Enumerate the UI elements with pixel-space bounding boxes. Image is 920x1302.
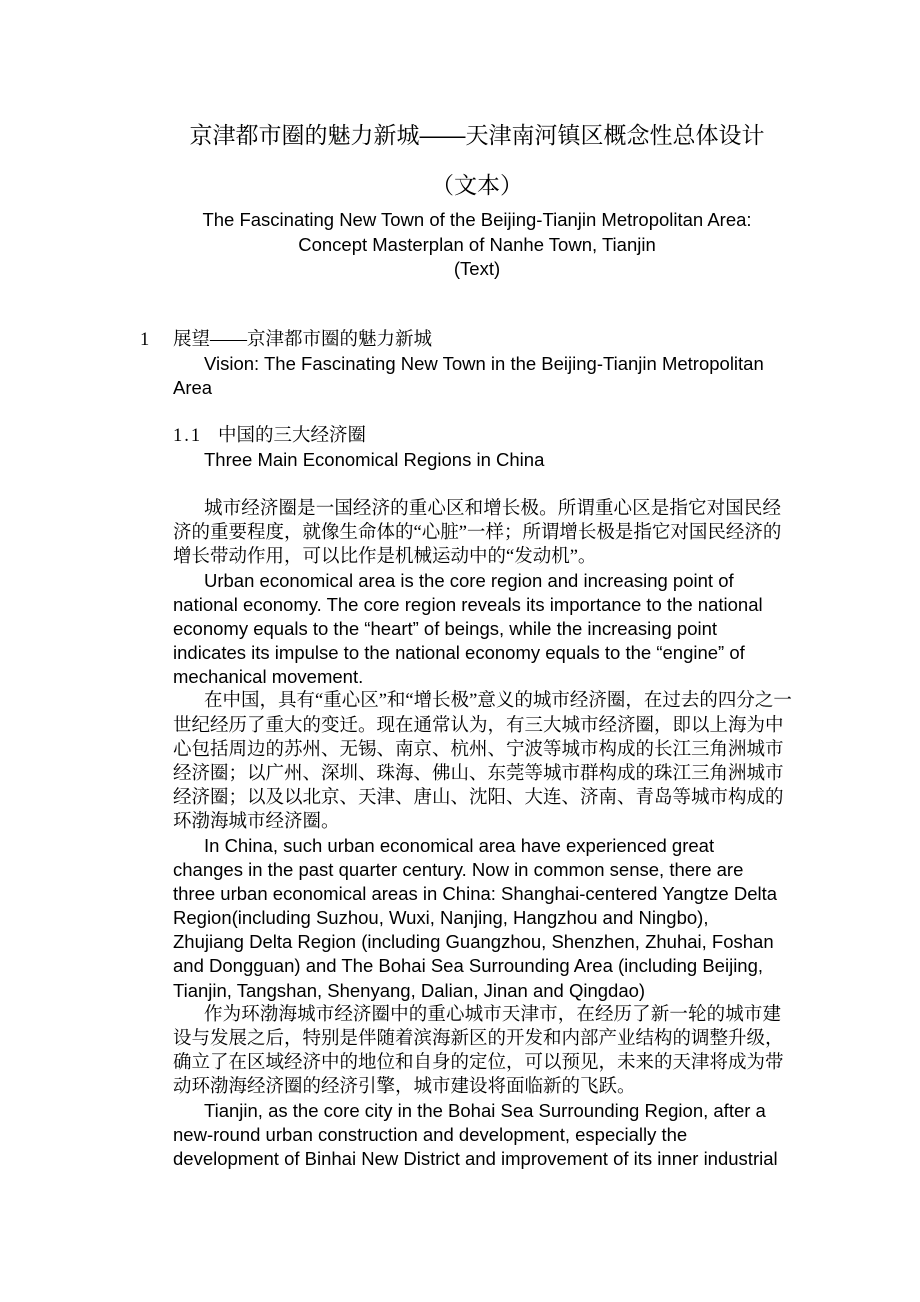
paragraph-line: 心包括周边的苏州、无锡、南京、杭州、宁波等城市构成的长江三角洲城市	[173, 739, 784, 760]
paragraph-line: Urban economical area is the core region and increasing point of	[204, 569, 734, 591]
section-heading	[140, 328, 781, 400]
paragraph-line: 作为环渤海城市经济圈中的重心城市天津市，在经历了新一轮的城市建	[204, 1004, 781, 1025]
paragraph-line: and Dongguan) and The Bohai Sea Surrounding Area (including Beijing,	[173, 955, 764, 977]
paragraph-zh	[173, 497, 781, 569]
paragraph-line: Region(including Suzhou, Wuxi, Nanjing, Hangzhou and Ningbo),	[173, 907, 709, 929]
paragraph-line: 确立了在区域经济中的地位和自身的定位，可以预见，未来的天津将成为带	[173, 1052, 784, 1073]
paragraph-line: 经济圈；以广州、深圳、珠海、佛山、东莞等城市群构成的珠江三角洲城市	[173, 763, 784, 784]
document-title-en-line: The Fascinating New Town of the Beijing-Tianjin Metropolitan Area:	[202, 209, 752, 230]
subsection-title-zh: 中国的三大经济圈	[218, 426, 367, 447]
paragraph-zh	[173, 689, 792, 834]
paragraph-line: 动环渤海经济圈的经济引擎，城市建设将面临新的飞跃。	[173, 1076, 636, 1097]
paragraph-line: In China, such urban economical area have experienced great	[204, 834, 715, 856]
subsection-body	[173, 497, 792, 1172]
paragraph-line: Tianjin, as the core city in the Bohai Sea Surrounding Region, after a	[204, 1100, 766, 1121]
paragraph-en	[173, 834, 781, 1003]
paragraph-line: new-round urban construction and development, especially the	[173, 1124, 688, 1146]
paragraph-en	[173, 1099, 781, 1171]
document-subtitle-en: (Text)	[453, 258, 501, 279]
paragraph-zh	[173, 1003, 784, 1099]
section-heading-line	[140, 328, 781, 352]
paragraph-line: 世纪经历了重大的变迁。现在通常认为，有三大城市经济圈，即以上海为中	[173, 715, 784, 736]
paragraph-line: 环渤海城市经济圈。	[173, 811, 340, 832]
subsection-heading-line	[173, 424, 781, 448]
paragraph-line: 设与发展之后，特别是伴随着滨海新区的开发和内部产业结构的调整升级，	[173, 1028, 784, 1049]
section-number: 1	[140, 330, 150, 350]
paragraph-line: three urban economical areas in China: Shanghai-centered Yangtze Delta	[173, 883, 778, 905]
paragraph-line: Zhujiang Delta Region (including Guangzhou, Shenzhen, Zhuhai, Foshan	[173, 931, 774, 953]
paragraph-line: indicates its impulse to the national economy equals to the “engine” of	[173, 642, 745, 664]
paragraph-line: 在中国，具有“重心区”和“增长极”意义的城市经济圈，在过去的四分之一	[204, 691, 792, 712]
document-title-en	[173, 208, 781, 282]
paragraph-line: mechanical movement.	[173, 666, 364, 688]
paragraph-line: Tianjin, Tangshan, Shenyang, Dalian, Jinan and Qingdao)	[173, 979, 646, 1001]
document-title-en-line: Concept Masterplan of Nanhe Town, Tianjin	[298, 233, 656, 255]
paragraph-line: 济的重要程度，就像生命体的“心脏”一样；所谓增长极是指它对国民经济的	[173, 522, 782, 543]
section-title-en: Vision: The Fascinating New Town in the Beijing-Tianjin Metropolitan Area	[173, 353, 764, 399]
subsection-title-en: Three Main Economical Regions in China	[204, 449, 545, 471]
paragraph-line: economy equals to the “heart” of beings, while the increasing point	[173, 618, 718, 640]
document-subtitle: （文本）	[431, 172, 523, 198]
paragraph-line: 经济圈；以及以北京、天津、唐山、沈阳、大连、济南、青岛等城市构成的	[173, 787, 784, 808]
section-title-zh: 展望——京津都市圈的魅力新城	[173, 330, 433, 350]
subsection-heading	[173, 424, 781, 472]
paragraph-line: national economy. The core region reveals its importance to the national	[173, 594, 763, 616]
paragraph-line: changes in the past quarter century. Now in common sense, there are	[173, 859, 744, 881]
paragraph-line: 增长带动作用，可以比作是机械运动中的“发动机”。	[173, 546, 597, 567]
paragraph-en	[173, 569, 781, 689]
document-body	[140, 328, 792, 1171]
paragraph-line: development of Binhai New District and improvement of its inner industrial	[173, 1148, 778, 1170]
document-title: 京津都市圈的魅力新城——天津南河镇区概念性总体设计	[189, 122, 765, 148]
subsection-number: 1.1	[173, 426, 203, 447]
paragraph-line: 城市经济圈是一国经济的重心区和增长极。所谓重心区是指它对国民经	[204, 498, 781, 519]
